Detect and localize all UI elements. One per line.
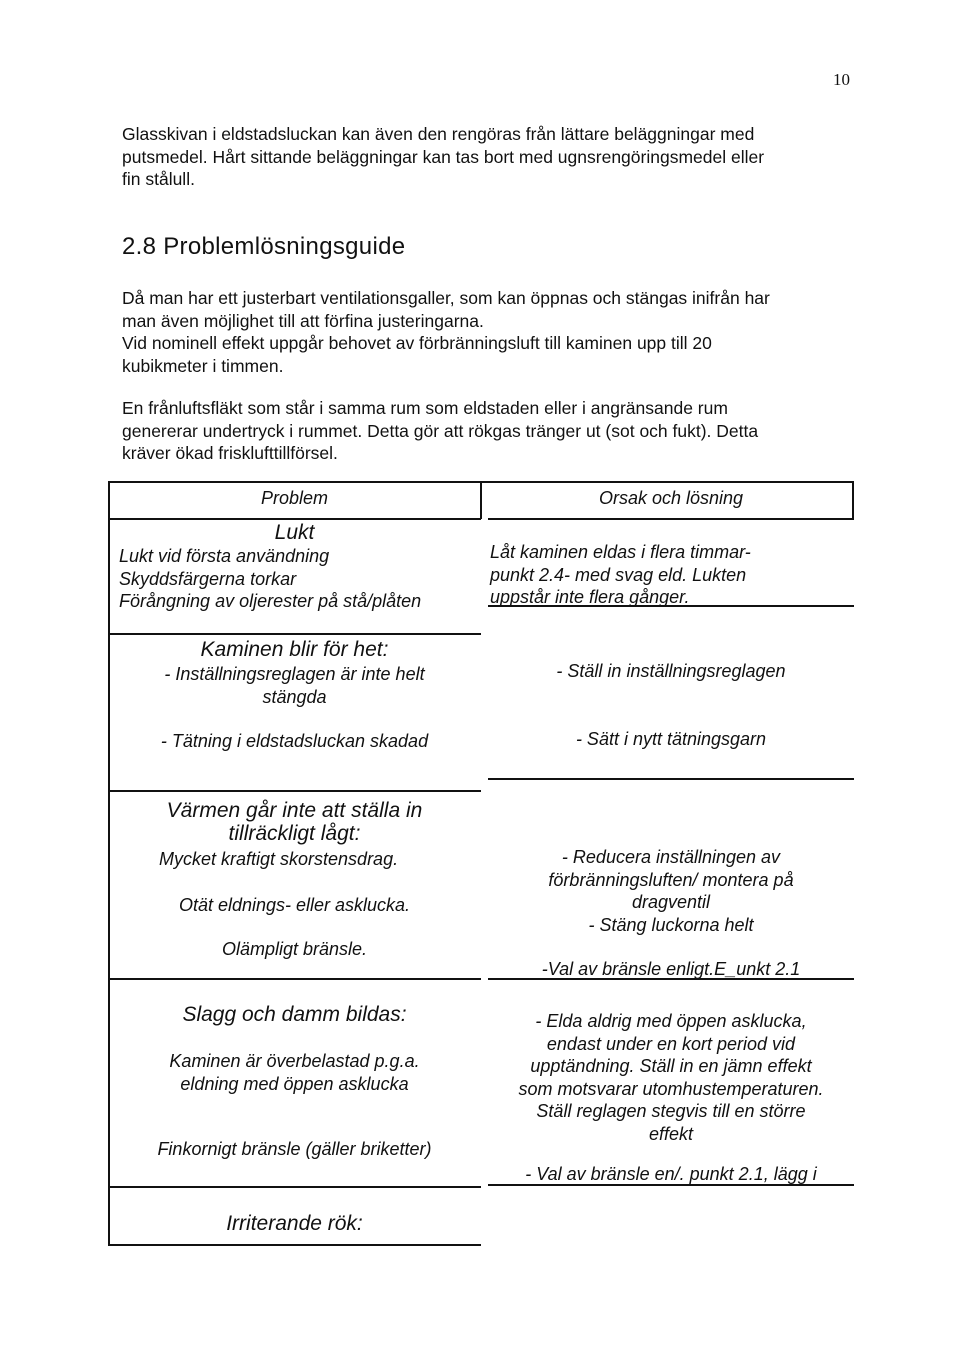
problem-line: Skyddsfärgerna torkar [119, 568, 297, 589]
problem-description-slag [108, 1050, 481, 1095]
paragraph-line: man även möjlighet till att förfina justeringarna. [122, 310, 484, 331]
paragraph-line: Vid nominell effekt uppgår behovet av förbränningsluft till kaminen upp till 20 [122, 333, 712, 353]
table-divider-right [488, 778, 854, 780]
problem-title-heat-control [108, 799, 481, 845]
problem-description-overheating [108, 663, 481, 708]
paragraph-line: kubikmeter i timmen. [122, 355, 284, 376]
problem-line: Förångning av oljerester på stå/plåten [119, 591, 422, 611]
solution-line: - Reducera inställningen av [561, 847, 781, 867]
solution-line: förbränningsluften/ montera på [548, 869, 794, 890]
section-heading: 2.8 Problemlösningsguide [122, 233, 406, 260]
solution-line: - Stäng luckorna helt [588, 914, 754, 935]
problem-unsuitable-fuel: Olämpligt bränsle. [221, 939, 368, 959]
problem-fine-fuel: Finkornigt bränsle (gäller briketter) [157, 1139, 432, 1159]
section-paragraph-1 [122, 287, 842, 377]
solution-seal: - Sätt i nytt tätningsgarn [575, 729, 767, 749]
problem-title-lukt: Lukt [274, 521, 315, 544]
problem-strong-draft: Mycket kraftigt skorstensdrag. [159, 849, 399, 869]
solution-overheating: - Ställ in inställningsreglagen [556, 661, 786, 681]
problem-line: stängda [262, 686, 327, 707]
solution-line: Ställ reglagen stegvis till en större [536, 1101, 806, 1121]
problem-description-lukt [119, 545, 479, 613]
intro-line: fin stålull. [122, 169, 195, 189]
solution-line: effekt [648, 1123, 694, 1144]
paragraph-line: En frånluftsfläkt som står i samma rum som eldstaden eller i angränsande rum [122, 398, 728, 418]
section-paragraph-2 [122, 397, 842, 465]
problem-line: Kaminen är överbelastad p.g.a. [169, 1051, 420, 1071]
table-divider-left [108, 633, 481, 635]
solution-fuel-slag: - Val av bränsle en/. punkt 2.1, lägg i [525, 1164, 817, 1184]
table-border-left [108, 481, 110, 1246]
problem-title-irritating-smoke: Irriterande rök: [226, 1212, 363, 1235]
problem-leaky-door: Otät eldnings- eller asklucka. [178, 895, 411, 915]
solution-lukt [490, 541, 852, 609]
problem-line: eldning med öppen asklucka [180, 1073, 409, 1094]
problem-title-overheating: Kaminen blir för het: [200, 638, 389, 661]
problem-title-slag: Slagg och damm bildas: [182, 1003, 407, 1026]
problem-title-line: Värmen går inte att ställa in [166, 799, 423, 822]
solution-heat-control [488, 846, 854, 936]
solution-line: som motsvarar utomhustemperaturen. [518, 1078, 824, 1099]
problem-title-line: tillräckligt lågt: [228, 822, 361, 845]
table-divider-left [108, 978, 481, 980]
troubleshooting-table [108, 481, 854, 1246]
page-number: 10 [833, 70, 850, 89]
solution-fuel-choice: -Val av bränsle enligt.E_unkt 2.1 [541, 959, 801, 979]
table-divider-left [108, 1186, 481, 1188]
column-header-problem: Problem [260, 488, 329, 508]
intro-line: putsmedel. Hårt sittande beläggningar kan tas bort med ugnsrengöringsmedel eller [122, 146, 765, 167]
problem-line: - Inställningsreglagen är inte helt [164, 664, 425, 684]
table-border-bottom [108, 1244, 481, 1246]
problem-seal-damaged: - Tätning i eldstadsluckan skadad [160, 731, 429, 751]
intro-line: Glasskivan i eldstadsluckan kan även den rengöras från lättare beläggningar med [122, 124, 755, 144]
table-header-divider-right [488, 518, 854, 520]
solution-line: - Elda aldrig med öppen asklucka, [535, 1011, 807, 1031]
table-header-divider-left [108, 518, 481, 520]
solution-slag [488, 1010, 854, 1145]
table-divider-left [108, 790, 481, 792]
solution-line: endast under en kort period vid [546, 1033, 796, 1054]
solution-line: upptändning. Ställ in en jämn effekt [530, 1056, 812, 1076]
solution-line: Låt kaminen eldas i flera timmar- [490, 542, 751, 562]
intro-paragraph [122, 123, 842, 191]
problem-line: Lukt vid första användning [119, 546, 330, 566]
paragraph-line: kräver ökad frisklufttillförsel. [122, 443, 338, 463]
solution-line: uppstår inte flera gånger. [490, 587, 690, 607]
solution-line: dragventil [631, 892, 711, 912]
paragraph-line: genererar undertryck i rummet. Detta gör att rökgas tränger ut (sot och fukt). Detta [122, 420, 759, 441]
paragraph-line: Då man har ett justerbart ventilationsgaller, som kan öppnas och stängas inifrån har [122, 288, 770, 308]
column-header-solution: Orsak och lösning [598, 488, 744, 508]
solution-line: punkt 2.4- med svag eld. Lukten [490, 564, 747, 585]
